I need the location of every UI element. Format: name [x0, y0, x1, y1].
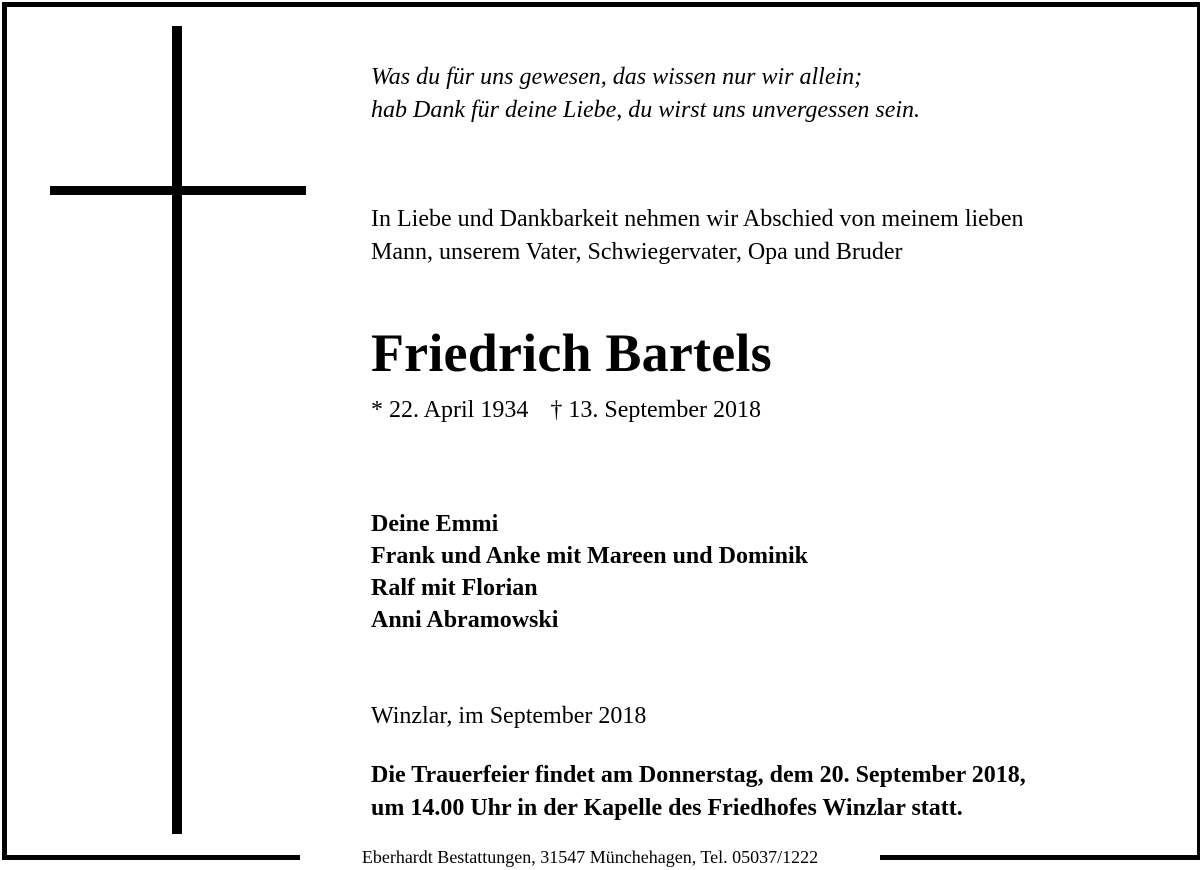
family-member: Frank und Anke mit Mareen und Dominik: [371, 543, 808, 569]
ceremony-line-2: um 14.00 Uhr in der Kapelle des Friedhofes Winzlar statt.: [371, 795, 963, 821]
verse-line-1: Was du für uns gewesen, das wissen nur wir allein;: [371, 64, 863, 90]
cross-icon-horizontal-bar: [50, 186, 306, 195]
family-member: Ralf mit Florian: [371, 575, 538, 601]
intro-line-2: Mann, unserem Vater, Schwiegervater, Opa und Bruder: [371, 239, 903, 265]
family-member: Anni Abramowski: [371, 607, 559, 633]
deceased-name: Friedrich Bartels: [371, 323, 772, 383]
verse-line-2: hab Dank für deine Liebe, du wirst uns unvergessen sein.: [371, 97, 921, 123]
life-dates: [371, 394, 761, 426]
ceremony-line-1: Die Trauerfeier findet am Donnerstag, dem 20. September 2018,: [371, 762, 1026, 788]
funeral-ceremony-info: [371, 759, 1026, 825]
birth-date: * 22. April 1934: [371, 397, 529, 423]
cross-icon-vertical-bar: [172, 26, 182, 834]
farewell-intro: [371, 203, 1023, 269]
funeral-home-footer: Eberhardt Bestattungen, 31547 Münchehagen, Tel. 05037/1222: [361, 847, 819, 867]
bottom-border-right: [880, 855, 1200, 860]
intro-line-1: In Liebe und Dankbarkeit nehmen wir Abschied von meinem lieben: [371, 206, 1024, 232]
memorial-verse: [371, 61, 920, 127]
family-list: [371, 508, 808, 636]
family-member: Deine Emmi: [371, 511, 499, 537]
death-date: † 13. September 2018: [550, 397, 761, 423]
place-and-date: Winzlar, im September 2018: [371, 703, 647, 729]
bottom-border-left: [2, 855, 300, 860]
